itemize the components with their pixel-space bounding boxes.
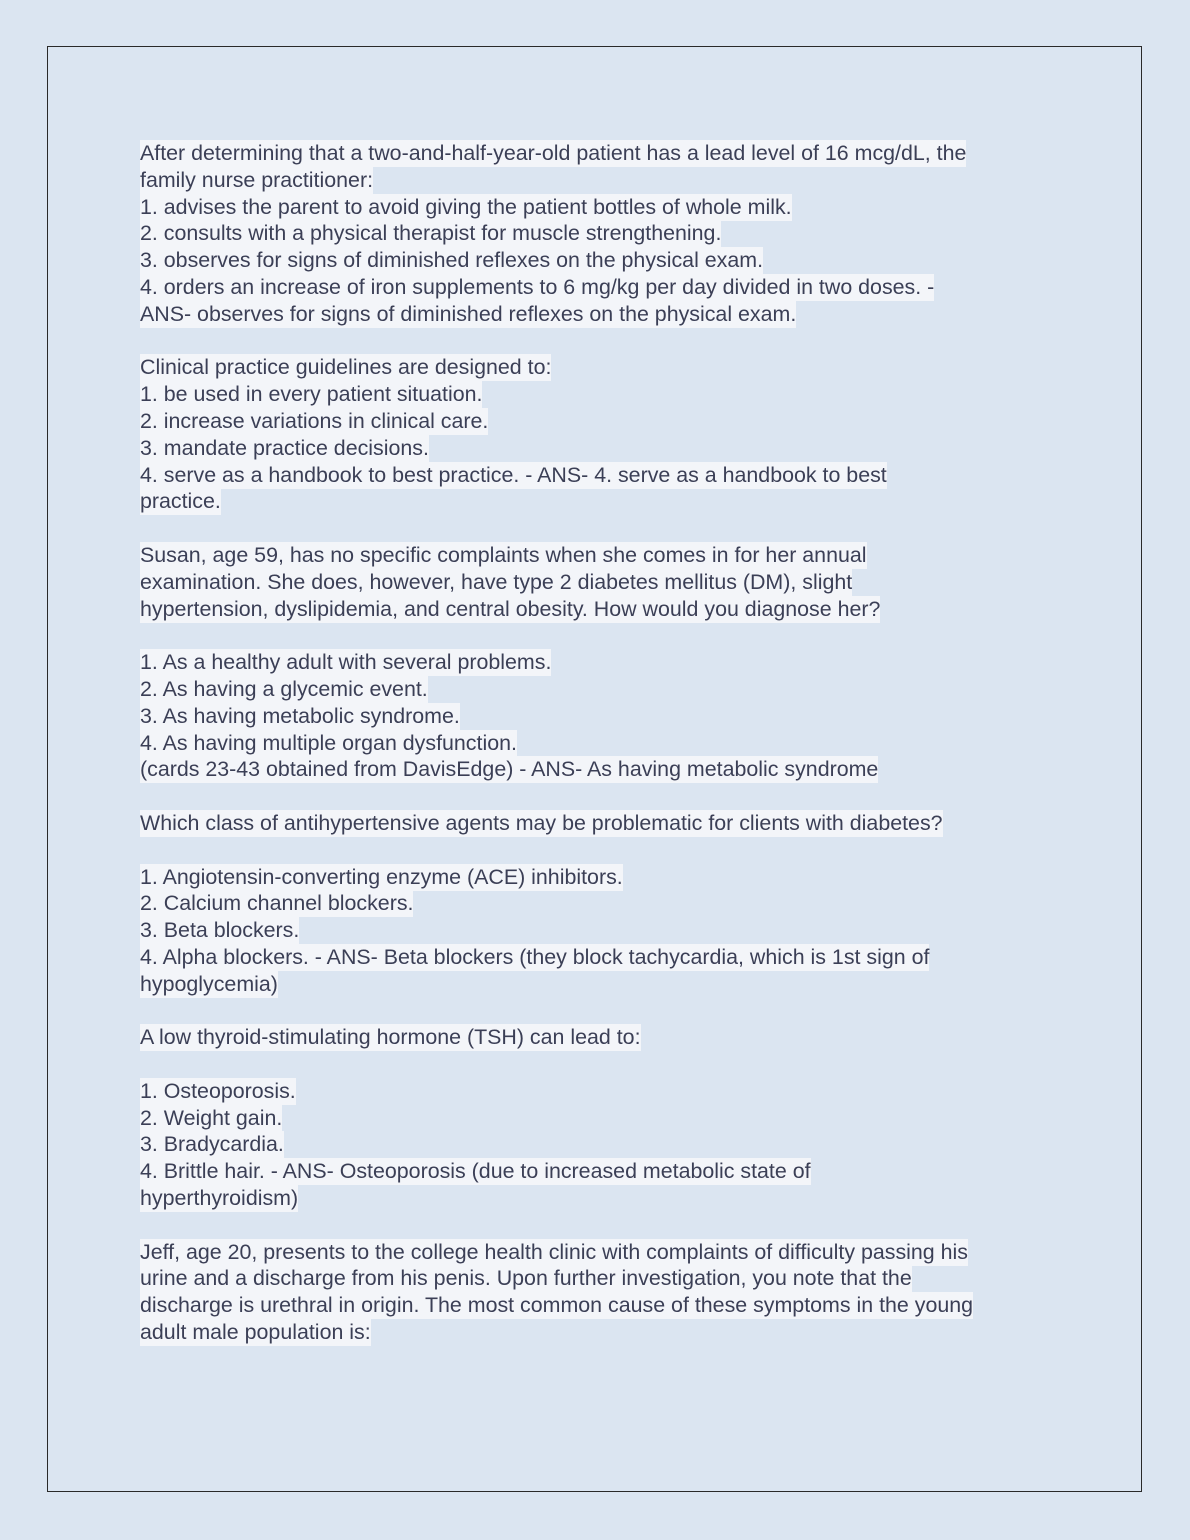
text-line-row: [140, 756, 1060, 783]
text-line: hyperthyroidism): [140, 1186, 299, 1211]
text-paragraph: [140, 1078, 1060, 1212]
text-line: Jeff, age 20, presents to the college health clinic with complaints of difficulty passing his: [140, 1239, 968, 1264]
text-line: Clinical practice guidelines are designed to:: [140, 355, 552, 380]
text-line: hypertension, dyslipidemia, and central obesity. How would you diagnose her?: [140, 596, 881, 621]
text-line: family nurse practitioner:: [140, 167, 374, 192]
text-line-row: [140, 542, 1060, 569]
text-line-row: [140, 649, 1060, 676]
text-line-row: [140, 194, 1060, 221]
text-line-row: [140, 810, 1060, 837]
text-line-row: [140, 730, 1060, 757]
document-body: [140, 140, 1060, 1373]
text-line-row: [140, 1078, 1060, 1105]
text-line: 1. advises the parent to avoid giving the patient bottles of whole milk.: [140, 194, 792, 219]
text-line-row: [140, 569, 1060, 596]
text-line: After determining that a two-and-half-year-old patient has a lead level of 16 mcg/dL, the: [140, 141, 967, 165]
text-paragraph: [140, 542, 1060, 622]
text-line: hypoglycemia): [140, 971, 278, 996]
text-line-row: [140, 971, 1060, 998]
text-line-row: [140, 1158, 1060, 1185]
text-line-row: [140, 381, 1060, 408]
text-line: 3. Bradycardia.: [140, 1132, 284, 1157]
text-line-row: [140, 596, 1060, 623]
text-line-row: [140, 944, 1060, 971]
text-line: 3. observes for signs of diminished reflexes on the physical exam.: [140, 248, 764, 273]
text-line-row: [140, 167, 1060, 194]
text-line-row: [140, 354, 1060, 381]
text-line-row: [140, 488, 1060, 515]
text-line: 1. be used in every patient situation.: [140, 382, 483, 407]
text-line: Which class of antihypertensive agents may be problematic for clients with diabetes?: [140, 810, 943, 835]
text-line: 1. As a healthy adult with several problems.: [140, 650, 552, 675]
text-paragraph: [140, 354, 1060, 515]
text-line-row: [140, 435, 1060, 462]
text-line-row: [140, 1319, 1060, 1346]
text-line: Susan, age 59, has no specific complaints when she comes in for her annual: [140, 542, 867, 567]
text-line-row: [140, 408, 1060, 435]
text-line: practice.: [140, 489, 221, 514]
text-paragraph: [140, 1239, 1060, 1346]
text-line: 1. Angiotensin-converting enzyme (ACE) inhibitors.: [140, 864, 623, 889]
text-line-row: [140, 220, 1060, 247]
text-line: 2. consults with a physical therapist for muscle strengthening.: [140, 221, 722, 246]
text-line: 3. Beta blockers.: [140, 918, 300, 943]
text-line-row: [140, 703, 1060, 730]
text-line-row: [140, 462, 1060, 489]
text-line-row: [140, 1239, 1060, 1266]
text-line-row: [140, 676, 1060, 703]
text-line: 2. As having a glycemic event.: [140, 676, 428, 701]
text-line-row: [140, 1105, 1060, 1132]
text-line: urine and a discharge from his penis. Upon further investigation, you note that the: [140, 1266, 912, 1291]
text-line: 3. mandate practice decisions.: [140, 435, 429, 460]
text-line-row: [140, 917, 1060, 944]
text-line-row: [140, 1265, 1060, 1292]
text-line: 4. Alpha blockers. - ANS- Beta blockers (they block tachycardia, which is 1st sign of: [140, 944, 930, 969]
text-line-row: [140, 1131, 1060, 1158]
text-line-row: [140, 274, 1060, 301]
text-line: 3. As having metabolic syndrome.: [140, 703, 460, 728]
text-line: ANS- observes for signs of diminished reflexes on the physical exam.: [140, 301, 797, 326]
text-line: 4. serve as a handbook to best practice. - ANS- 4. serve as a handbook to best: [140, 462, 887, 487]
text-line: 4. Brittle hair. - ANS- Osteoporosis (due to increased metabolic state of: [140, 1159, 811, 1184]
text-line-row: [140, 1024, 1060, 1051]
text-line-row: [140, 890, 1060, 917]
text-paragraph: [140, 140, 1060, 328]
text-line-row: [140, 1185, 1060, 1212]
text-paragraph: [140, 864, 1060, 998]
text-line: 2. increase variations in clinical care.: [140, 408, 489, 433]
text-line: discharge is urethral in origin. The most common cause of these symptoms in the young: [140, 1293, 974, 1318]
text-line-row: [140, 1292, 1060, 1319]
text-line: 2. Weight gain.: [140, 1105, 283, 1130]
text-line: examination. She does, however, have type 2 diabetes mellitus (DM), slight: [140, 569, 853, 594]
text-line: 4. As having multiple organ dysfunction.: [140, 730, 517, 755]
text-line-row: [140, 864, 1060, 891]
text-line: 2. Calcium channel blockers.: [140, 891, 414, 916]
text-line: A low thyroid-stimulating hormone (TSH) can lead to:: [140, 1025, 641, 1050]
text-paragraph: [140, 810, 1060, 837]
text-paragraph: [140, 1024, 1060, 1051]
text-line: 4. orders an increase of iron supplements to 6 mg/kg per day divided in two doses. -: [140, 274, 935, 299]
text-paragraph: [140, 649, 1060, 783]
text-line: adult male population is:: [140, 1320, 371, 1345]
text-line-row: [140, 140, 1060, 167]
text-line: 1. Osteoporosis.: [140, 1078, 296, 1103]
text-line: (cards 23-43 obtained from DavisEdge) - ANS- As having metabolic syndrome: [140, 757, 879, 782]
text-line-row: [140, 247, 1060, 274]
text-line-row: [140, 301, 1060, 328]
